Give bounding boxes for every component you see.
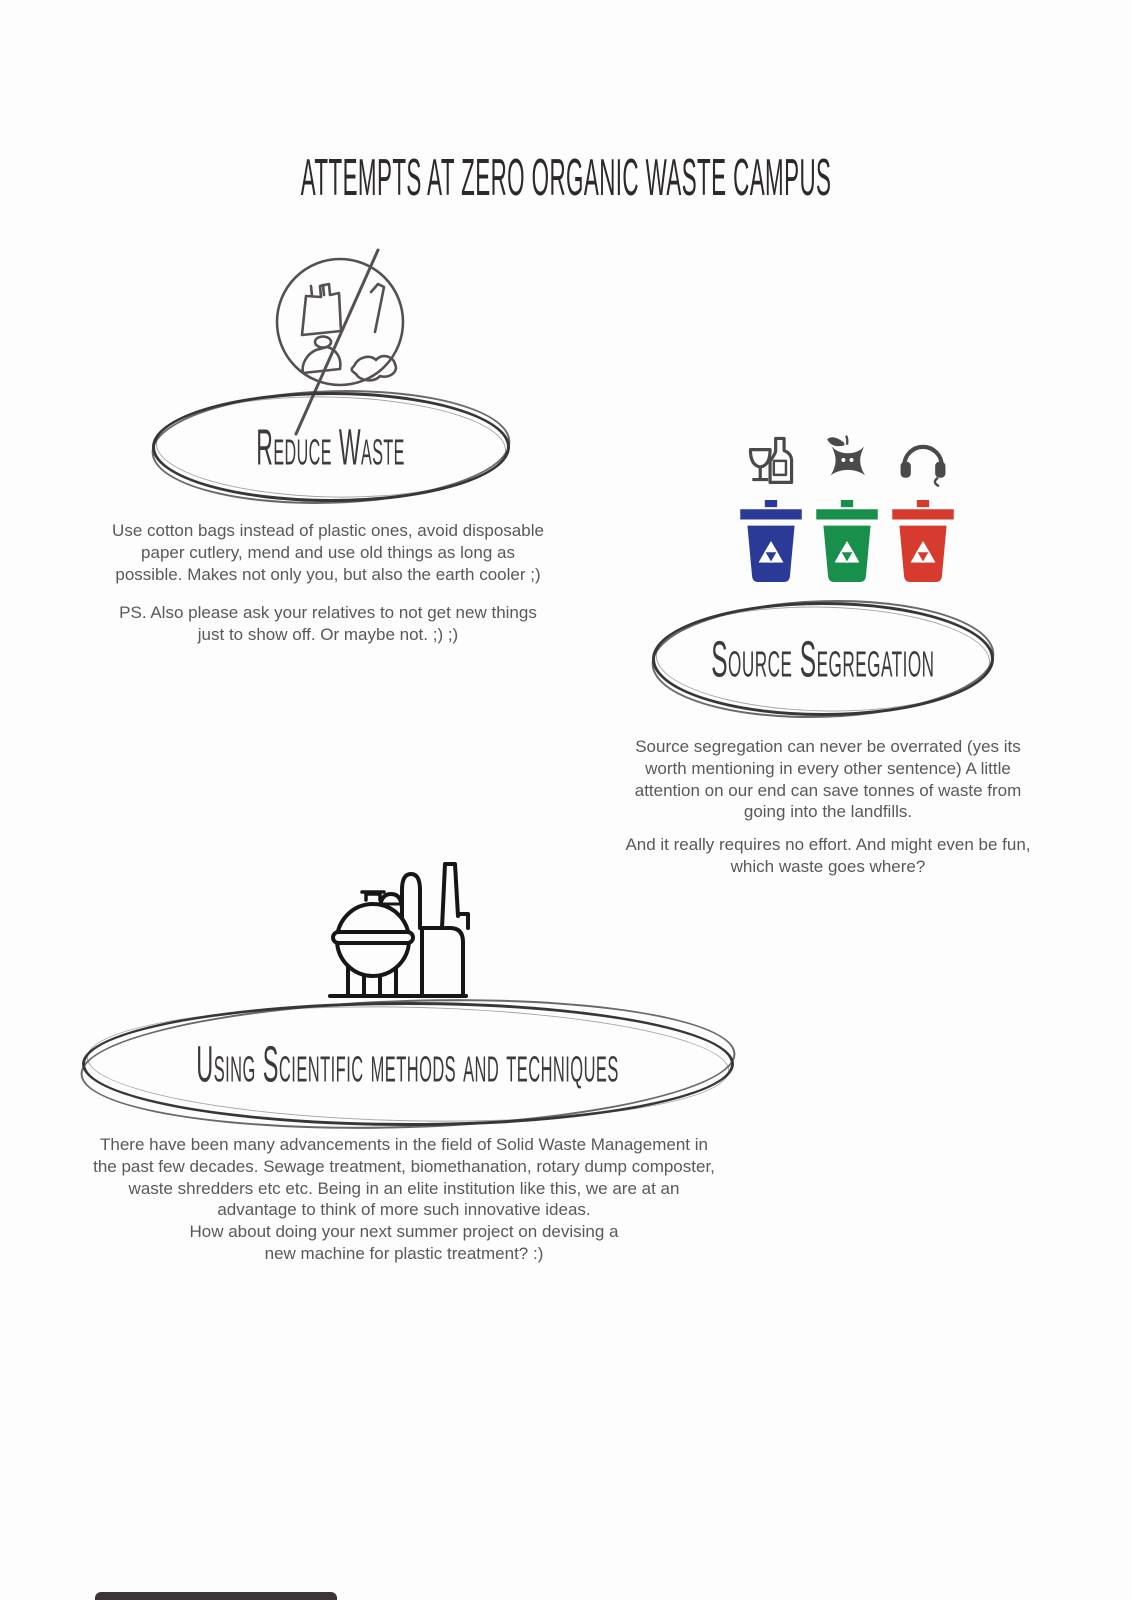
cropped-next-heading-oval-edge xyxy=(95,1592,337,1600)
scientific-methods-heading-oval xyxy=(82,1002,734,1126)
scientific-methods-paragraph: There have been many advancements in the field of Solid Waste Management in the past few decades. Sewage treatment, biomethanation, rotary dump composter, waste shredders etc etc. Being in an elite institution like this, we are at an advantage to think of more such innovative ideas. xyxy=(93,1135,715,1220)
wine-bottle-and-glass-icon xyxy=(742,430,800,488)
scientific-methods-heading: Using Scientific methods and techniques xyxy=(196,1035,620,1093)
reduce-waste-text-block xyxy=(112,520,544,646)
green-bin xyxy=(814,500,880,582)
scientific-methods-text-block xyxy=(88,1134,720,1265)
source-segregation-heading-oval xyxy=(652,602,994,716)
reduce-waste-heading: Reduce Waste xyxy=(256,418,406,476)
blue-bin xyxy=(738,500,804,582)
organic-waste-bin xyxy=(814,430,880,582)
source-segregation-text-block xyxy=(616,736,1040,878)
glass-waste-bin xyxy=(738,430,804,582)
reduce-waste-ps-paragraph: PS. Also please ask your relatives to not get new things just to show off. Or maybe not. ;) ;) xyxy=(119,603,537,644)
source-segregation-paragraph-2: And it really requires no effort. And might even be fun, which waste goes where? xyxy=(625,835,1031,876)
recycling-bins-icon xyxy=(738,430,956,582)
page-title xyxy=(0,148,1132,208)
reduce-waste-heading-oval xyxy=(152,392,510,502)
source-segregation-paragraph: Source segregation can never be overrated (yes its worth mentioning in every other sentence) A little attention on our end can save tonnes of waste from going into the landfills. xyxy=(634,737,1022,822)
page-title-text: ATTEMPTS AT ZERO ORGANIC WASTE CAMPUS xyxy=(300,149,832,207)
headphones-icon xyxy=(894,430,952,488)
apple-core-icon xyxy=(819,430,875,488)
factory-icon xyxy=(322,836,474,1011)
scientific-methods-paragraph-2: How about doing your next summer project on devising a new machine for plastic treatment? :) xyxy=(189,1222,619,1263)
reduce-waste-paragraph: Use cotton bags instead of plastic ones, avoid disposable paper cutlery, mend and use old things as long as possible. Makes not only you, but also the earth cooler ;) xyxy=(112,521,544,584)
red-bin xyxy=(890,500,956,582)
e-waste-bin xyxy=(890,430,956,582)
source-segregation-heading: Source Segregation xyxy=(711,630,935,688)
